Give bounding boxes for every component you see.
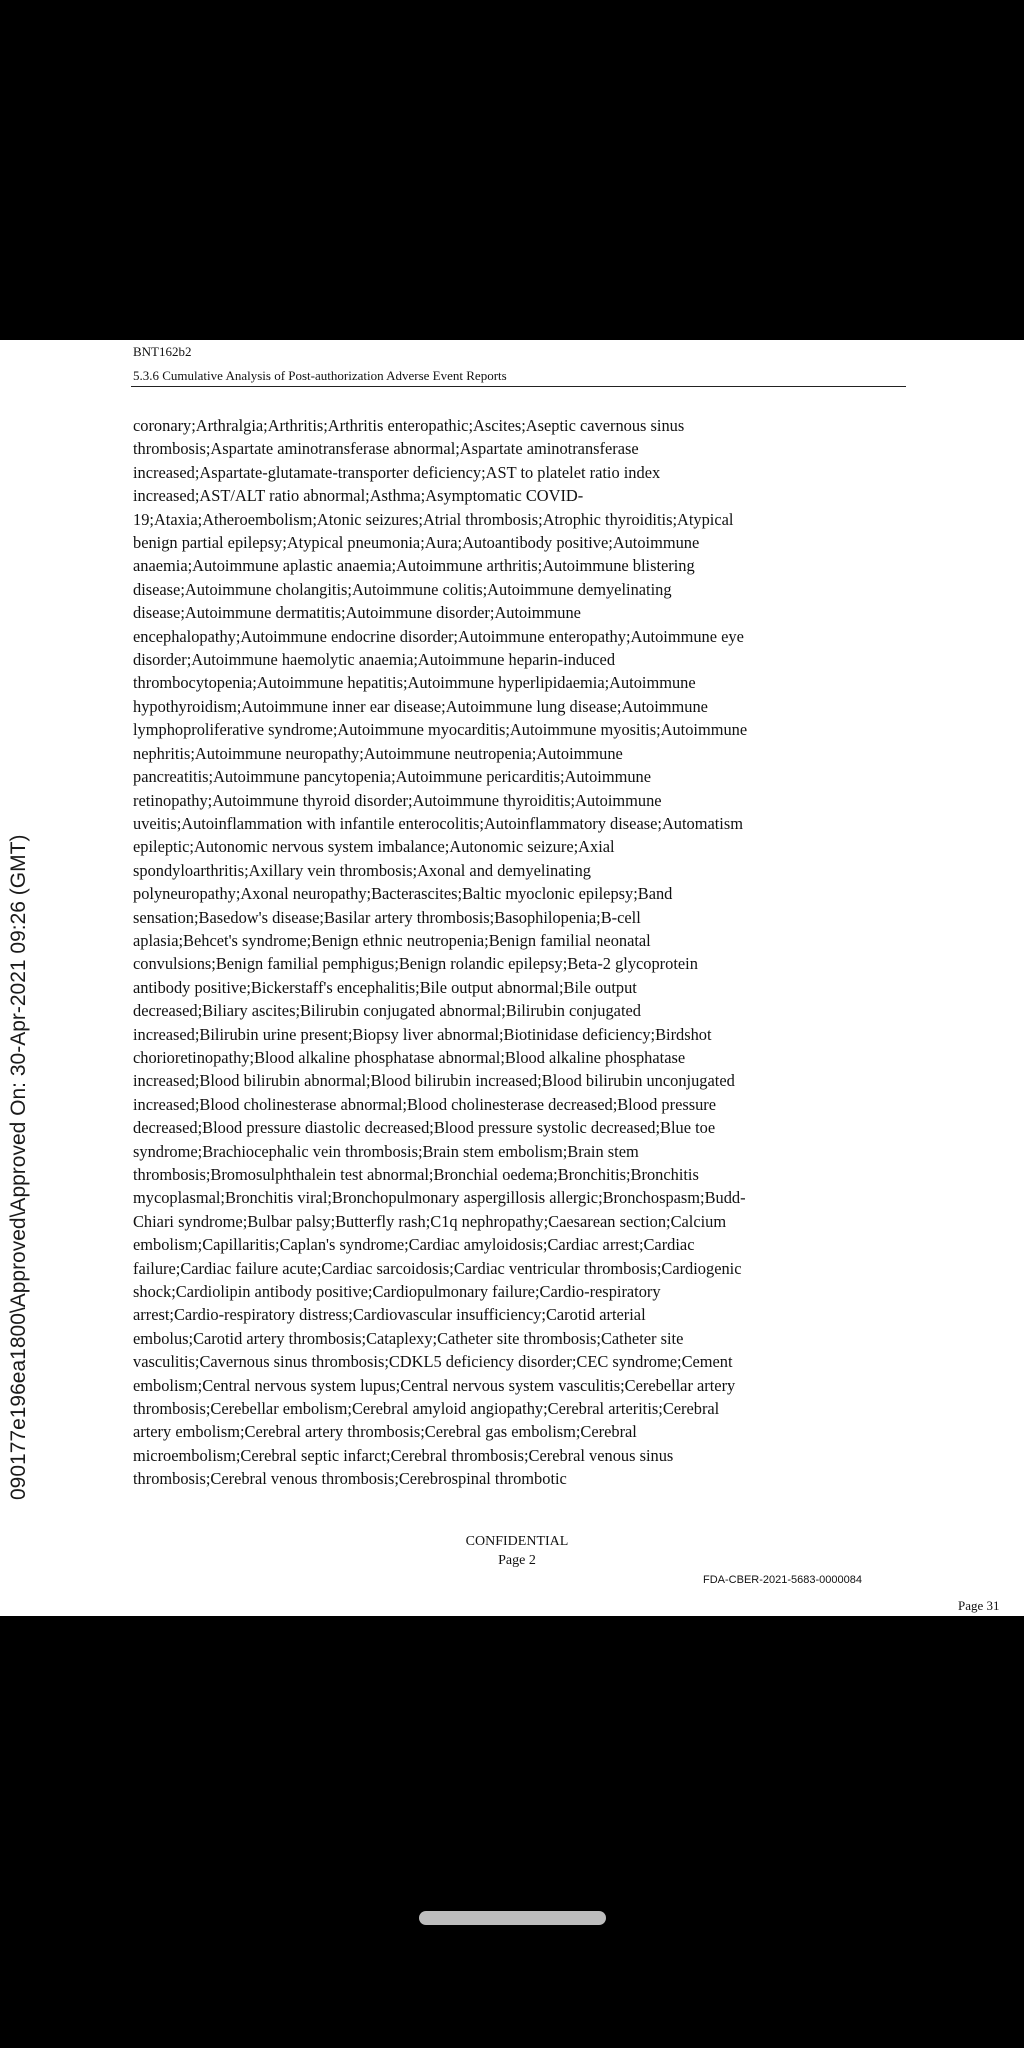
body-line: epileptic;Autonomic nervous system imbalance;Autonomic seizure;Axial (133, 837, 615, 857)
body-line: shock;Cardiolipin antibody positive;Cardiopulmonary failure;Cardio-respiratory (133, 1282, 661, 1302)
body-line: spondyloarthritis;Axillary vein thrombosis;Axonal and demyelinating (133, 860, 591, 880)
body-line: failure;Cardiac failure acute;Cardiac sarcoidosis;Cardiac ventricular thrombosis;Cardiogenic (133, 1258, 742, 1278)
body-line: thrombosis;Cerebellar embolism;Cerebral amyloid angiopathy;Cerebral arteritis;Cerebral (133, 1399, 720, 1419)
body-line: decreased;Blood pressure diastolic decreased;Blood pressure systolic decreased;Blue toe (133, 1118, 716, 1138)
body-line: retinopathy;Autoimmune thyroid disorder;Autoimmune thyroiditis;Autoimmune (133, 790, 662, 810)
body-line: increased;AST/ALT ratio abnormal;Asthma;Asymptomatic COVID- (133, 486, 584, 506)
body-line: disease;Autoimmune dermatitis;Autoimmune disorder;Autoimmune (133, 603, 581, 623)
body-line: arrest;Cardio-respiratory distress;Cardiovascular insufficiency;Carotid arterial (133, 1305, 646, 1325)
body-line: 19;Ataxia;Atheroembolism;Atonic seizures;Atrial thrombosis;Atrophic thyroiditis;Atypical (133, 509, 734, 529)
body-line: aplasia;Behcet's syndrome;Benign ethnic neutropenia;Benign familial neonatal (133, 930, 651, 950)
approval-stamp: 090177e196ea1800\Approved\Approved On: 30-Apr-2021 09:26 (GMT) (7, 834, 30, 1500)
body-line: Chiari syndrome;Bulbar palsy;Butterfly rash;C1q nephropathy;Caesarean section;Calcium (133, 1211, 727, 1231)
body-line: increased;Blood bilirubin abnormal;Blood bilirubin increased;Blood bilirubin unconjugated (133, 1071, 735, 1091)
body-line: sensation;Basedow's disease;Basilar artery thrombosis;Basophilopenia;B-cell (133, 907, 641, 927)
body-line: increased;Blood cholinesterase abnormal;Blood cholinesterase decreased;Blood pressure (133, 1094, 717, 1114)
header-product-code: BNT162b2 (133, 344, 192, 359)
body-line: decreased;Biliary ascites;Bilirubin conjugated abnormal;Bilirubin conjugated (133, 1001, 641, 1021)
body-line: mycoplasmal;Bronchitis viral;Bronchopulmonary aspergillosis allergic;Bronchospasm;Budd- (133, 1188, 746, 1208)
body-line: uveitis;Autoinflammation with infantile enterocolitis;Autoinflammatory disease;Automatism (133, 813, 743, 833)
body-line: increased;Bilirubin urine present;Biopsy liver abnormal;Biotinidase deficiency;Birdshot (133, 1024, 712, 1044)
body-line: increased;Aspartate-glutamate-transporter deficiency;AST to platelet ratio index (133, 462, 661, 482)
body-line: thrombosis;Bromosulphthalein test abnormal;Bronchial oedema;Bronchitis;Bronchitis (133, 1165, 699, 1184)
body-line: disorder;Autoimmune haemolytic anaemia;Autoimmune heparin-induced (133, 650, 616, 670)
header-divider (131, 386, 906, 387)
body-line: chorioretinopathy;Blood alkaline phosphatase abnormal;Blood alkaline phosphatase (133, 1047, 686, 1067)
body-line: coronary;Arthralgia;Arthritis;Arthritis enteropathic;Ascites;Aseptic cavernous sinus (133, 416, 685, 435)
body-line: artery embolism;Cerebral artery thrombosis;Cerebral gas embolism;Cerebral (133, 1422, 637, 1442)
body-line: encephalopathy;Autoimmune endocrine disorder;Autoimmune enteropathy;Autoimmune eye (133, 626, 744, 646)
body-line: disease;Autoimmune cholangitis;Autoimmune colitis;Autoimmune demyelinating (133, 579, 672, 599)
body-line: polyneuropathy;Axonal neuropathy;Bacterascites;Baltic myoclonic epilepsy;Band (133, 884, 673, 904)
body-line: embolism;Capillaritis;Caplan's syndrome;Cardiac amyloidosis;Cardiac arrest;Cardiac (133, 1235, 695, 1255)
body-line: thrombosis;Cerebral venous thrombosis;Cerebrospinal thrombotic (133, 1469, 567, 1489)
body-line: thrombosis;Aspartate aminotransferase abnormal;Aspartate aminotransferase (133, 439, 639, 459)
body-line: convulsions;Benign familial pemphigus;Benign rolandic epilepsy;Beta-2 glycoprotein (133, 954, 698, 974)
document-page (0, 340, 1024, 1616)
page-number: Page 31 (958, 1598, 1000, 1613)
footer-page-label: Page 2 (498, 1553, 536, 1568)
body-line: embolism;Central nervous system lupus;Central nervous system vasculitis;Cerebellar artery (133, 1375, 736, 1395)
body-line: antibody positive;Bickerstaff's encephalitis;Bile output abnormal;Bile output (133, 977, 637, 997)
header-section-title: 5.3.6 Cumulative Analysis of Post-authorization Adverse Event Reports (133, 368, 507, 383)
body-line: benign partial epilepsy;Atypical pneumonia;Aura;Autoantibody positive;Autoimmune (133, 533, 700, 553)
document-reference-id: FDA-CBER-2021-5683-0000084 (703, 1574, 862, 1586)
body-line: lymphoproliferative syndrome;Autoimmune myocarditis;Autoimmune myositis;Autoimmune (133, 720, 748, 740)
body-line: syndrome;Brachiocephalic vein thrombosis;Brain stem embolism;Brain stem (133, 1141, 639, 1161)
confidential-label: CONFIDENTIAL (465, 1534, 569, 1549)
body-line: thrombocytopenia;Autoimmune hepatitis;Autoimmune hyperlipidaemia;Autoimmune (133, 673, 696, 693)
body-line: hypothyroidism;Autoimmune inner ear disease;Autoimmune lung disease;Autoimmune (133, 696, 708, 716)
body-line: anaemia;Autoimmune aplastic anaemia;Autoimmune arthritis;Autoimmune blistering (133, 556, 695, 576)
body-line: embolus;Carotid artery thrombosis;Cataplexy;Catheter site thrombosis;Catheter site (133, 1328, 684, 1348)
body-text (133, 414, 903, 1491)
body-line: nephritis;Autoimmune neuropathy;Autoimmune neutropenia;Autoimmune (133, 743, 623, 763)
body-line: vasculitis;Cavernous sinus thrombosis;CDKL5 deficiency disorder;CEC syndrome;Cement (133, 1352, 733, 1372)
home-indicator-bar[interactable] (419, 1911, 606, 1925)
body-line: microembolism;Cerebral septic infarct;Cerebral thrombosis;Cerebral venous sinus (133, 1445, 674, 1465)
body-line: pancreatitis;Autoimmune pancytopenia;Autoimmune pericarditis;Autoimmune (133, 767, 652, 787)
